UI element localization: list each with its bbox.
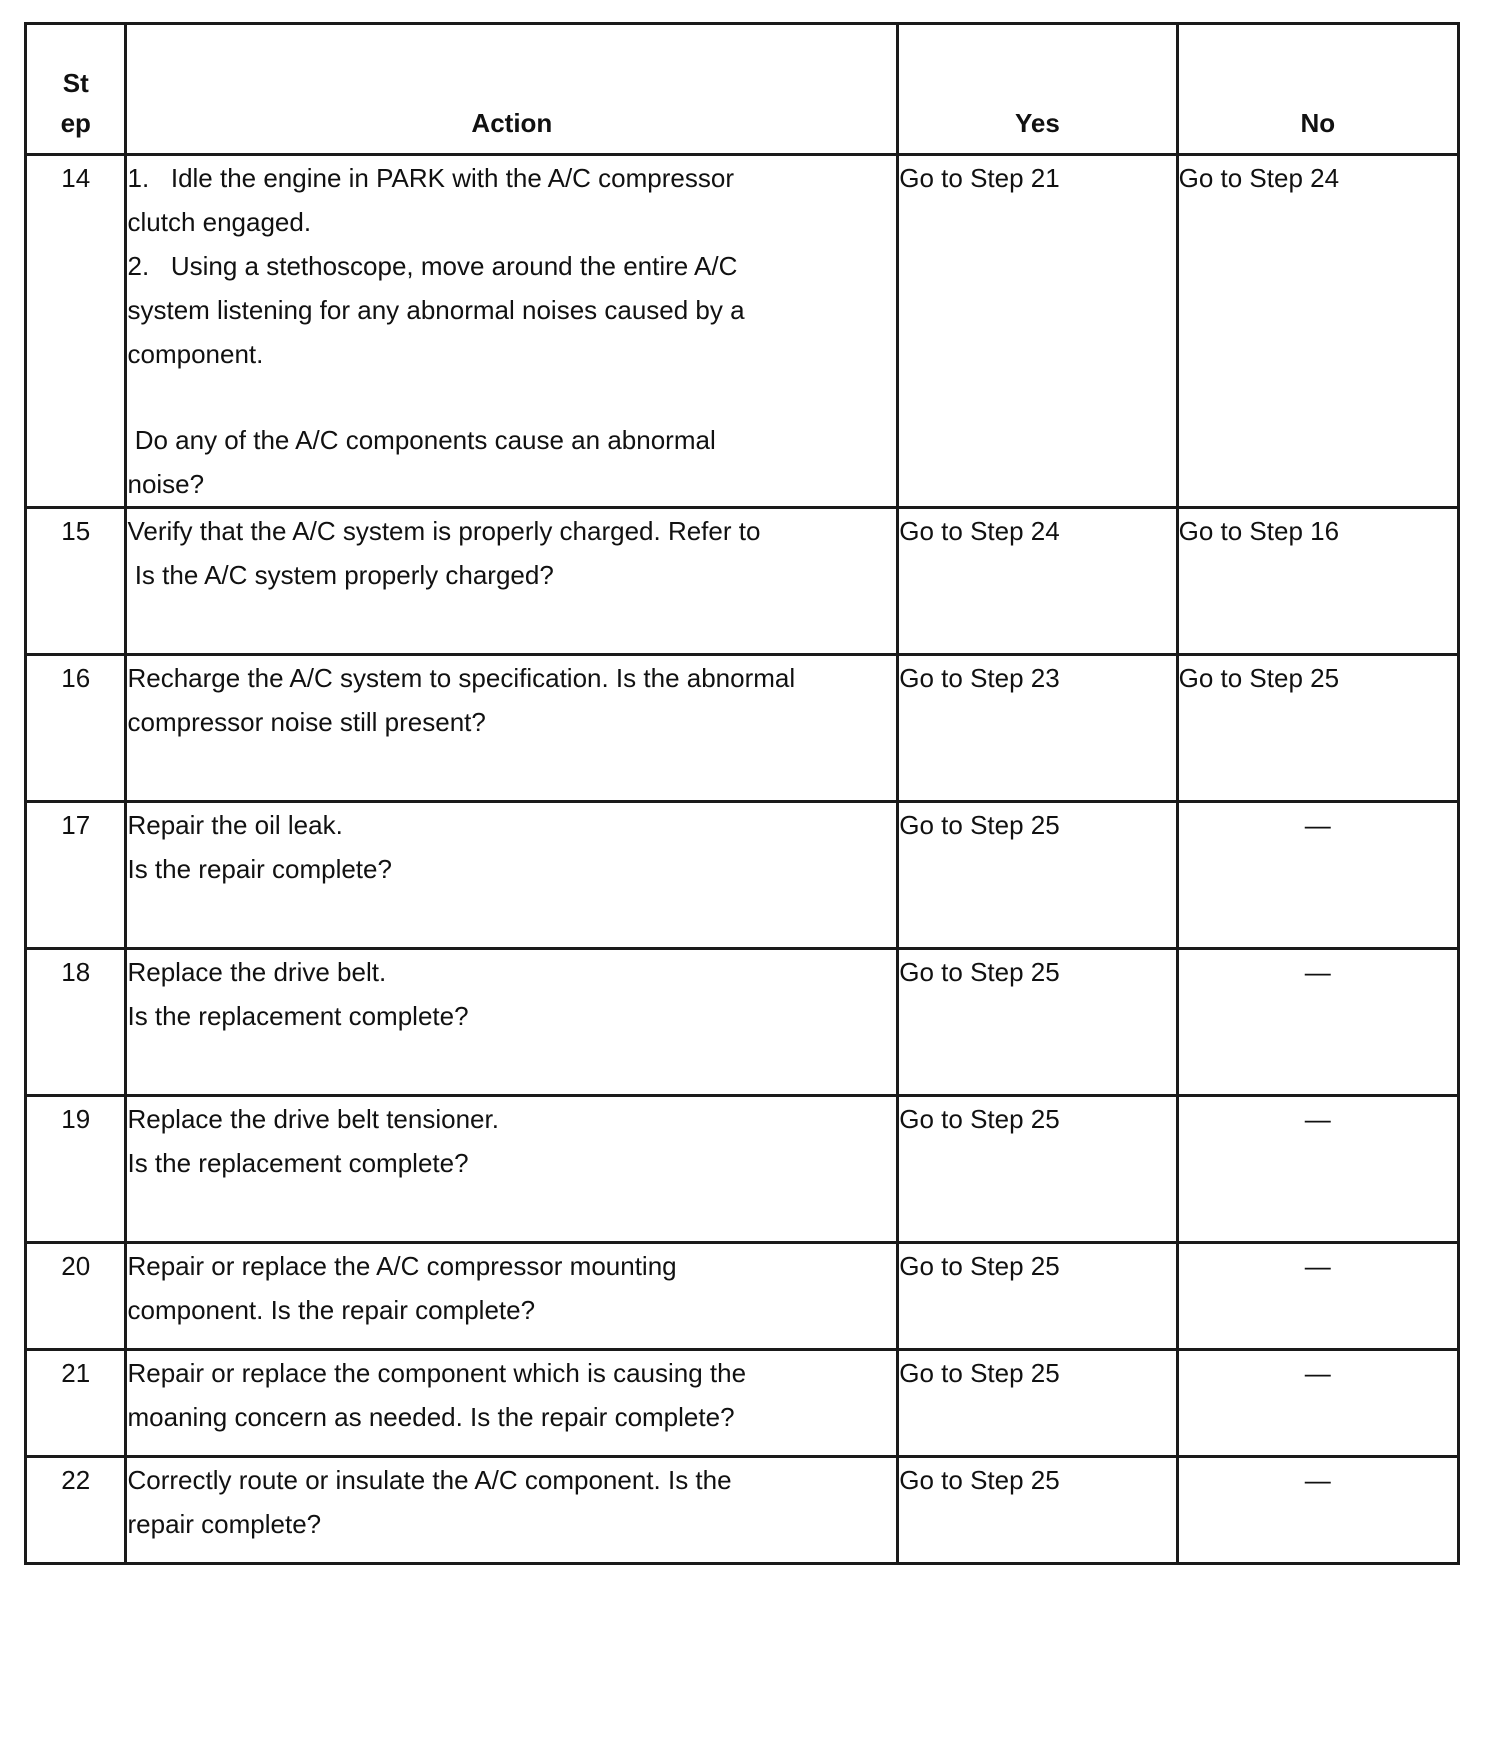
yes-result: Go to Step 21 (898, 155, 1177, 508)
step-number: 22 (26, 1457, 126, 1564)
step-number: 20 (26, 1243, 126, 1350)
header-action: Action (126, 24, 898, 155)
action-line: system listening for any abnormal noises caused by a (127, 295, 745, 325)
table-row (26, 508, 1459, 655)
action-line: 2. Using a stethoscope, move around the entire A/C (127, 251, 738, 281)
action-line: Is the repair complete? (127, 854, 392, 884)
table-row (26, 1457, 1459, 1564)
yes-result: Go to Step 25 (898, 1096, 1177, 1243)
action-line: Do any of the A/C components cause an abnormal (127, 425, 716, 455)
action-line: Is the replacement complete? (127, 1001, 469, 1031)
action-line: component. Is the repair complete? (127, 1295, 536, 1325)
yes-result: Go to Step 25 (898, 1243, 1177, 1350)
no-result: Go to Step 25 (1177, 655, 1458, 802)
action-line: Repair or replace the component which is causing the (127, 1358, 747, 1388)
action-line: 1. Idle the engine in PARK with the A/C compressor (127, 163, 734, 193)
step-number: 18 (26, 949, 126, 1096)
action-text (126, 1243, 898, 1350)
no-result: Go to Step 24 (1177, 155, 1458, 508)
header-step (26, 24, 126, 155)
step-number: 14 (26, 155, 126, 508)
action-line: compressor noise still present? (127, 707, 486, 737)
table-row (26, 1243, 1459, 1350)
action-text (126, 1457, 898, 1564)
header-yes: Yes (898, 24, 1177, 155)
no-result: — (1177, 1243, 1458, 1350)
action-line: Correctly route or insulate the A/C component. Is the (127, 1465, 732, 1495)
header-row (26, 24, 1459, 155)
action-text (126, 802, 898, 949)
action-text (126, 655, 898, 802)
yes-result: Go to Step 25 (898, 949, 1177, 1096)
step-number: 15 (26, 508, 126, 655)
header-step-line-2: ep (60, 108, 91, 138)
action-text (126, 1096, 898, 1243)
action-line: clutch engaged. (127, 207, 312, 237)
action-line: Is the replacement complete? (127, 1148, 469, 1178)
no-result: — (1177, 1350, 1458, 1457)
yes-result: Go to Step 24 (898, 508, 1177, 655)
action-line: Repair the oil leak. (127, 810, 343, 840)
action-line: Verify that the A/C system is properly charged. Refer to (127, 516, 761, 546)
action-line: Recharge the A/C system to specification. Is the abnormal (127, 663, 796, 693)
table-row (26, 949, 1459, 1096)
no-result: Go to Step 16 (1177, 508, 1458, 655)
table-row (26, 155, 1459, 508)
no-result: — (1177, 802, 1458, 949)
header-no: No (1177, 24, 1458, 155)
action-text (126, 508, 898, 655)
no-result: — (1177, 1096, 1458, 1243)
action-text (126, 1350, 898, 1457)
step-number: 17 (26, 802, 126, 949)
yes-result: Go to Step 25 (898, 802, 1177, 949)
yes-result: Go to Step 23 (898, 655, 1177, 802)
action-line: component. (127, 339, 264, 369)
action-text (126, 949, 898, 1096)
table-row (26, 1096, 1459, 1243)
no-result: — (1177, 1457, 1458, 1564)
action-line: Replace the drive belt. (127, 957, 387, 987)
table-row (26, 655, 1459, 802)
header-step-line-1: St (62, 68, 89, 98)
step-number: 21 (26, 1350, 126, 1457)
no-result: — (1177, 949, 1458, 1096)
action-line: Replace the drive belt tensioner. (127, 1104, 499, 1134)
diagnostic-table (24, 22, 1460, 1565)
action-line: repair complete? (127, 1509, 322, 1539)
yes-result: Go to Step 25 (898, 1350, 1177, 1457)
action-line: Repair or replace the A/C compressor mounting (127, 1251, 677, 1281)
table-row (26, 802, 1459, 949)
table-row (26, 1350, 1459, 1457)
step-number: 16 (26, 655, 126, 802)
action-text (126, 155, 898, 508)
yes-result: Go to Step 25 (898, 1457, 1177, 1564)
action-spacer (127, 376, 896, 418)
action-line: moaning concern as needed. Is the repair complete? (127, 1402, 735, 1432)
action-line: Is the A/C system properly charged? (127, 560, 554, 590)
step-number: 19 (26, 1096, 126, 1243)
action-line: noise? (127, 469, 205, 499)
